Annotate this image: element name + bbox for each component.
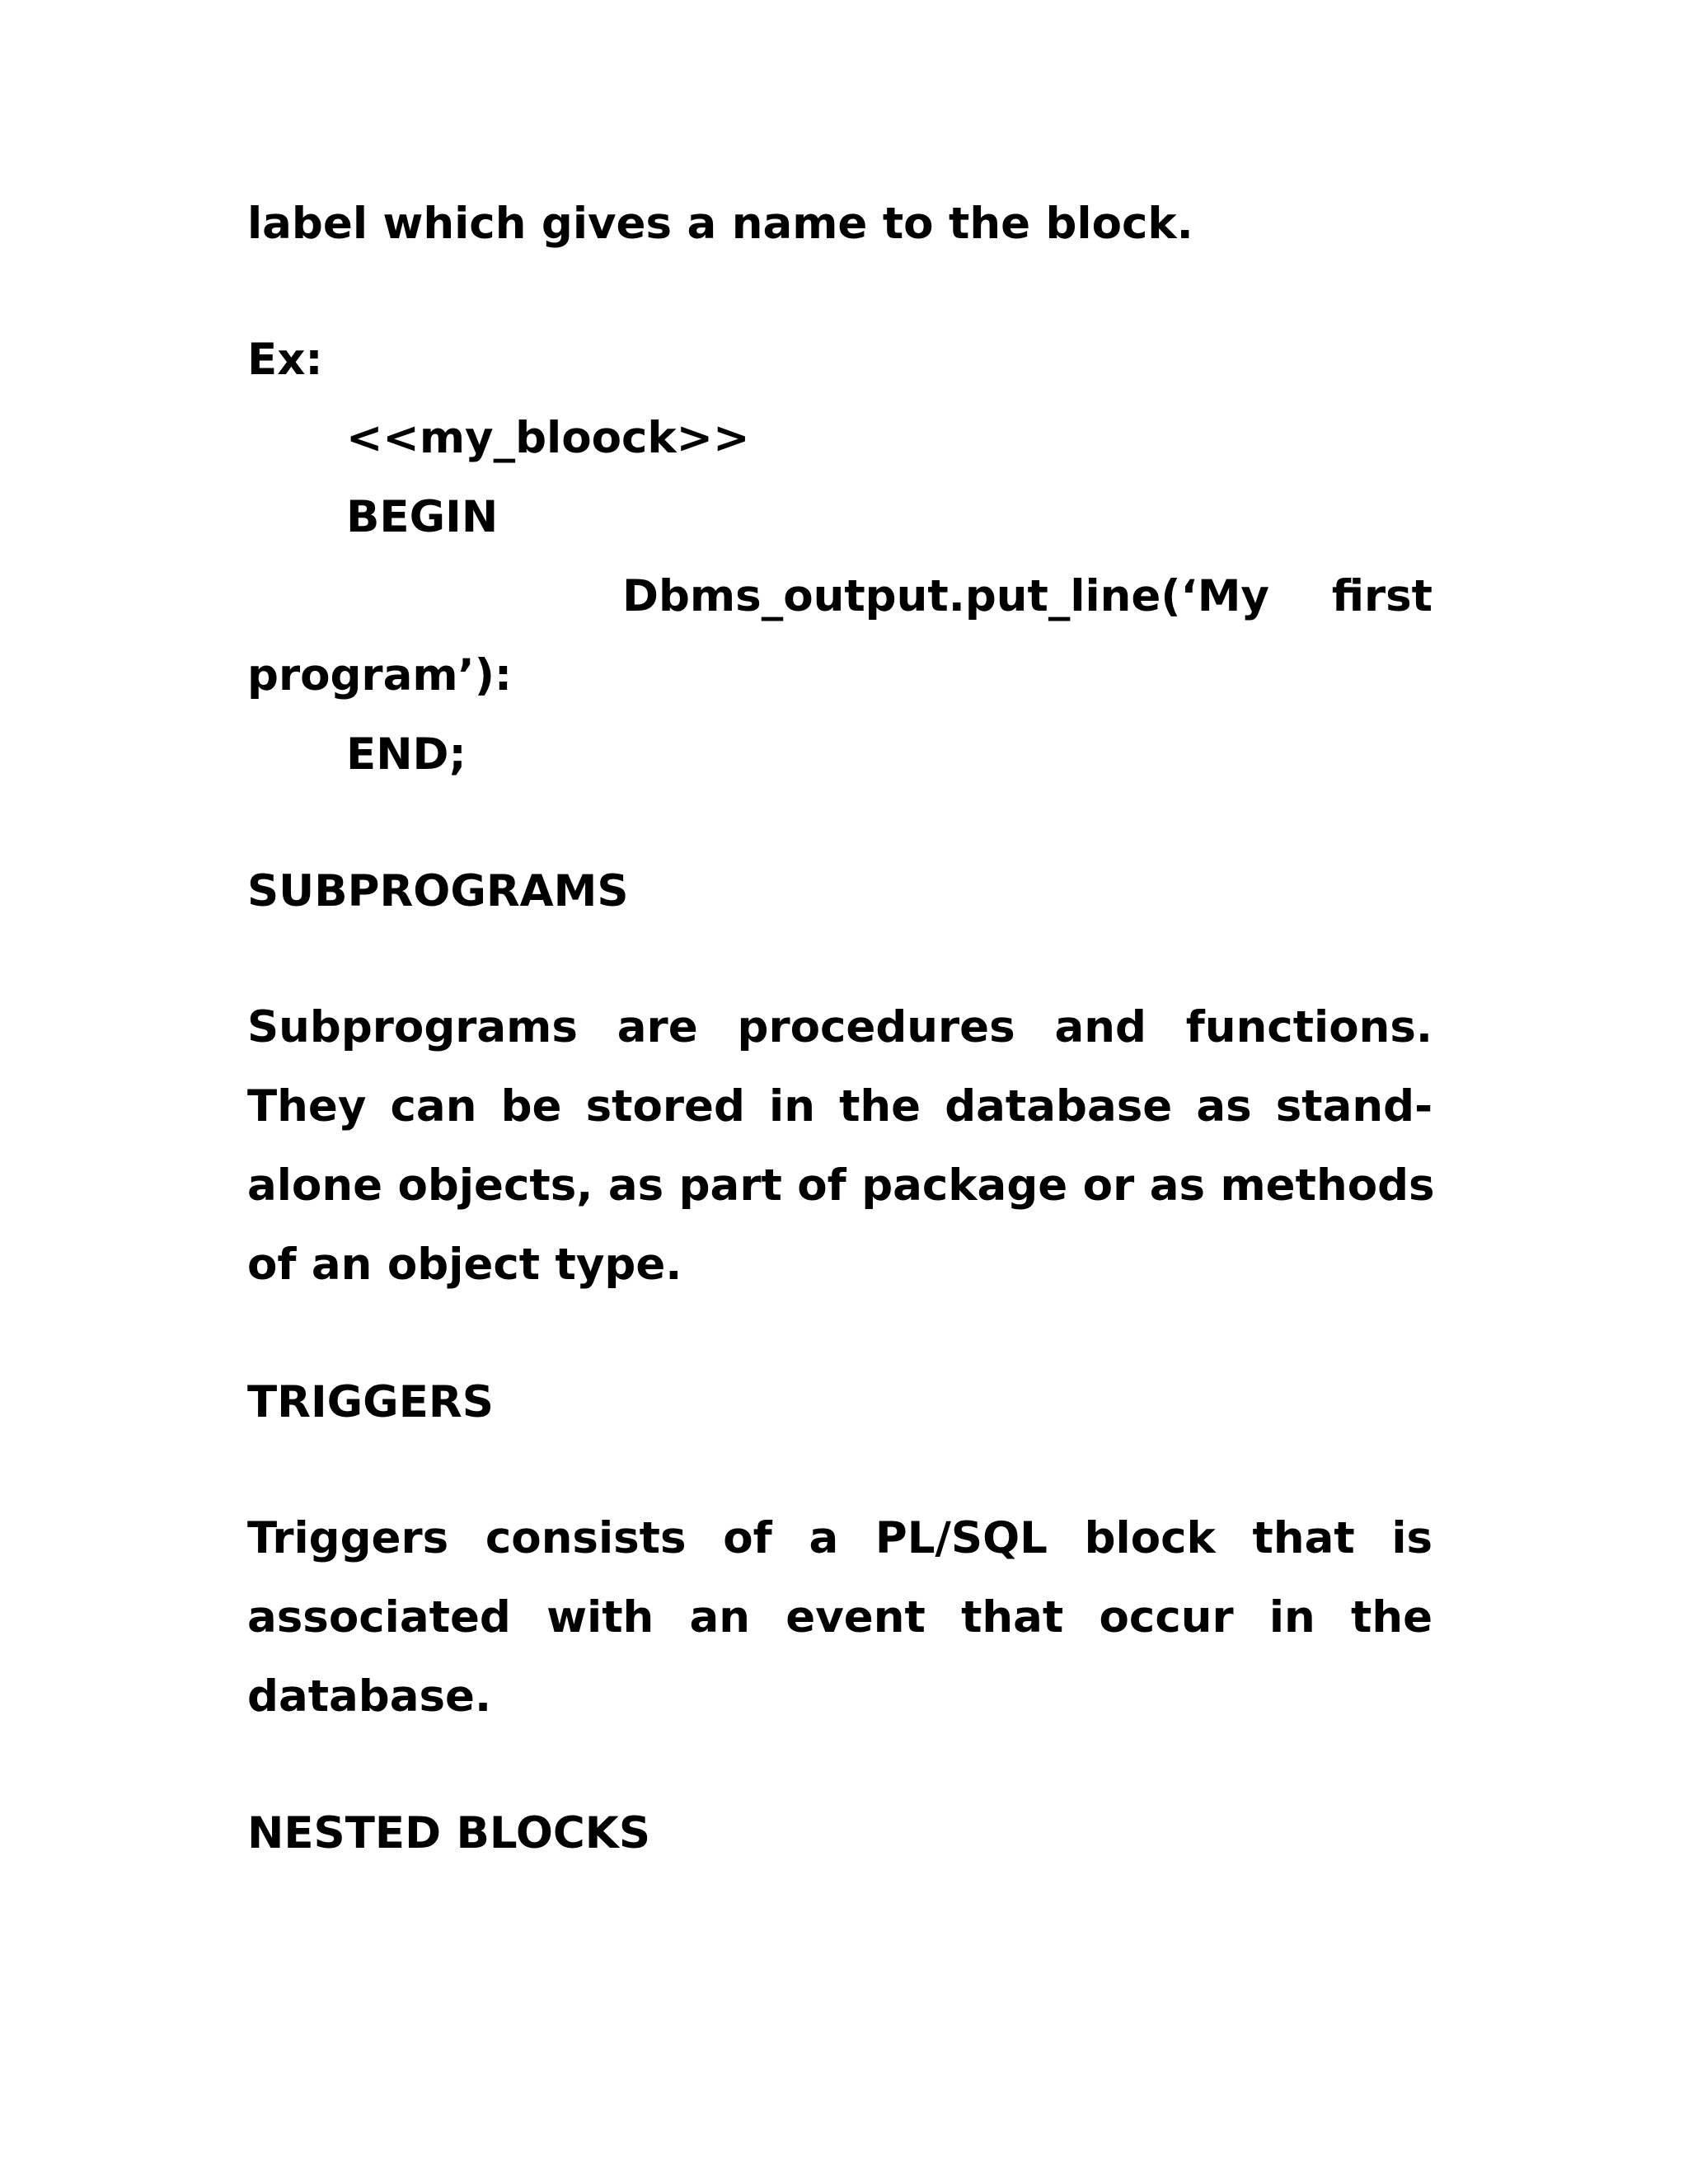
- subprograms-line-3: [247, 1160, 1435, 1212]
- word: that: [961, 1592, 1064, 1643]
- triggers-line-3: database.: [247, 1671, 492, 1722]
- word: and: [1054, 1002, 1146, 1052]
- word: part: [678, 1160, 782, 1211]
- word: consists: [485, 1513, 687, 1563]
- word: stand-: [1275, 1081, 1433, 1132]
- word: Subprograms: [247, 1002, 578, 1052]
- word: can: [390, 1081, 477, 1132]
- triggers-heading: TRIGGERS: [247, 1377, 494, 1427]
- word: event: [785, 1592, 926, 1643]
- triggers-line-1: [247, 1512, 1432, 1565]
- subprograms-heading: SUBPROGRAMS: [247, 866, 629, 916]
- code-block-label: <<my_bloock>>: [346, 413, 750, 463]
- word: an: [689, 1592, 751, 1643]
- word: of: [723, 1513, 772, 1563]
- code-begin: BEGIN: [346, 492, 499, 542]
- word: block: [1084, 1513, 1216, 1563]
- subprograms-line-1: [247, 1001, 1432, 1054]
- code-end: END;: [346, 729, 467, 780]
- word: stored: [585, 1081, 745, 1132]
- word: methods: [1220, 1160, 1435, 1211]
- word: occur: [1099, 1592, 1234, 1643]
- word: Triggers: [247, 1513, 449, 1563]
- word: as: [1196, 1081, 1252, 1132]
- word: functions.: [1185, 1002, 1433, 1052]
- example-label: Ex:: [247, 335, 323, 385]
- word: with: [546, 1592, 654, 1643]
- word: in: [1268, 1592, 1315, 1643]
- word: PL/SQL: [874, 1513, 1048, 1563]
- code-put-line: [622, 570, 1432, 623]
- word: the: [839, 1081, 921, 1132]
- word: database: [945, 1081, 1173, 1132]
- word: package: [861, 1160, 1068, 1211]
- word: a: [809, 1513, 839, 1563]
- word: that: [1252, 1513, 1355, 1563]
- intro-line: label which gives a name to the block.: [247, 199, 1193, 249]
- code-put-line-continuation: program’):: [247, 650, 513, 701]
- code-put-line-part2: first: [1331, 571, 1432, 621]
- word: objects,: [397, 1160, 593, 1211]
- nested-blocks-heading: NESTED BLOCKS: [247, 1808, 651, 1858]
- word: of: [797, 1160, 846, 1211]
- word: procedures: [737, 1002, 1015, 1052]
- word: associated: [247, 1592, 511, 1643]
- word: as: [607, 1160, 664, 1211]
- subprograms-line-4: of an object type.: [247, 1240, 682, 1290]
- word: alone: [247, 1160, 383, 1211]
- word: as: [1149, 1160, 1205, 1211]
- word: They: [247, 1081, 367, 1132]
- word: in: [769, 1081, 815, 1132]
- word: are: [617, 1002, 698, 1052]
- word: is: [1391, 1513, 1433, 1563]
- subprograms-line-2: [247, 1080, 1432, 1133]
- word: or: [1082, 1160, 1135, 1211]
- word: the: [1351, 1592, 1433, 1643]
- word: be: [500, 1081, 562, 1132]
- code-put-line-part1: Dbms_output.put_line(‘My: [622, 571, 1269, 621]
- triggers-line-2: [247, 1591, 1432, 1644]
